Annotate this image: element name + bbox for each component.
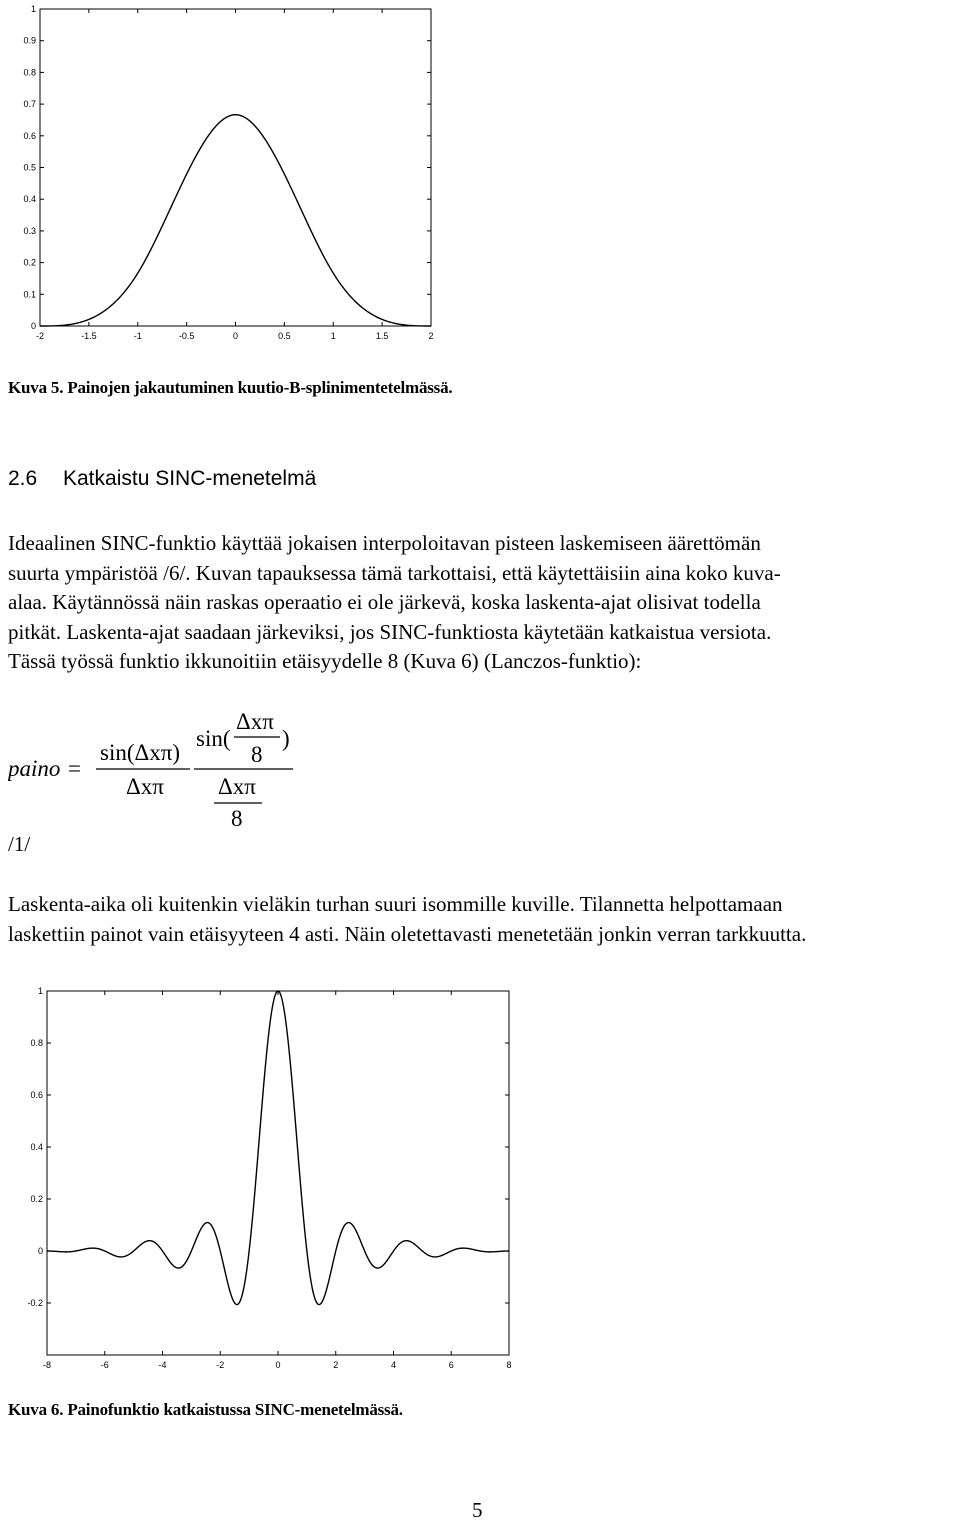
y-tick-label: 0.4 [23,194,36,205]
x-tick-label: -8 [42,1360,52,1370]
text-line: pitkät. Laskenta-ajat saadaan järkeviksi, jos SINC-funktiosta käytetään katkaistua versiota. [8,619,772,644]
section-number: 2.6 [8,467,38,490]
y-tick-label: 0.6 [23,130,36,141]
text-line: Laskenta-aika oli kuitenkin vieläkin turhan suuri isommille kuville. Tilannetta helpottamaan [8,892,783,916]
x-tick-label: 2 [333,1360,339,1370]
formula-inner-close: ) [282,726,290,751]
x-tick-label: -1 [133,331,142,341]
text-line: laskettiin painot vain etäisyyteen 4 asti. Näin oletettavasti menetetään jonkin verran tarkkuutta. [8,921,807,946]
series-line [47,991,509,1305]
formula-num1: sin(Δxπ) [100,740,181,765]
x-tick-label: -1.5 [81,331,97,341]
section-heading [8,467,316,491]
lanczos-formula [8,702,428,832]
formula-equals: = [68,756,81,781]
y-tick-label: 0.4 [30,1142,43,1152]
x-tick-label: 2 [428,331,434,341]
plot-frame [47,991,509,1355]
x-tick-label: 0 [275,1360,281,1370]
y-tick-label: 1 [37,986,43,996]
x-tick-label: 0 [232,331,239,341]
y-tick-label: 0.7 [23,99,36,110]
figure-5-svg [0,0,450,345]
y-tick-label: -0.2 [27,1298,43,1308]
paragraph-1 [8,529,956,677]
y-tick-label: 0.2 [23,257,36,268]
x-tick-label: 4 [390,1360,397,1370]
figure-6-caption: Kuva 6. Painofunktio katkaistussa SINC-menetelmässä. [8,1400,403,1419]
text-line: alaa. Käytännössä näin raskas operaatio ei ole järkevä, koska laskenta-ajat olisivat todella [8,590,761,615]
y-tick-label: 0.9 [23,35,36,46]
x-tick-label: -0.5 [178,331,195,341]
x-tick-label: 8 [506,1360,512,1370]
y-tick-label: 0.3 [23,225,36,236]
formula-den1: Δxπ [126,774,164,799]
x-tick-label: -2 [35,331,45,341]
text-line: suurta ympäristöä /6/. Kuvan tapauksessa tämä tarkottaisi, että käytettäisiin aina koko kuva- [8,560,781,585]
y-tick-label: 0.8 [30,1038,43,1048]
x-tick-label: -4 [158,1360,167,1370]
x-tick-label: 1.5 [375,331,389,341]
x-tick-label: 6 [448,1360,454,1370]
page-number: 5 [472,1498,483,1522]
formula-inner-sin: sin( [196,726,231,751]
x-tick-label: 1 [330,331,336,341]
plot-frame [40,9,431,326]
formula-inner-num: Δxπ [236,709,274,734]
x-tick-label: 0.5 [278,331,291,341]
y-tick-label: 1 [30,4,36,14]
y-tick-label: 0.1 [23,289,36,300]
y-tick-label: 0.5 [23,162,36,173]
x-tick-label: -2 [216,1360,225,1370]
paragraph-2 [8,890,956,949]
formula-den2-den: 8 [231,806,243,831]
y-tick-label: 0.2 [30,1194,43,1204]
series-line [40,115,431,326]
text-line: Tässä työssä funktio ikkunoitiin etäisyydelle 8 (Kuva 6) (Lanczos-funktio): [8,649,642,674]
formula-inner-den: 8 [251,742,263,767]
y-tick-label: 0.6 [30,1090,43,1100]
figure-5-chart [0,0,450,350]
formula-den2-num: Δxπ [218,774,256,799]
y-tick-label: 0 [30,321,36,331]
x-tick-label: -6 [100,1360,109,1370]
text-line: Ideaalinen SINC-funktio käyttää jokaisen interpoloitavan pisteen laskemiseen äärettömän [8,531,761,555]
y-tick-label: 0.8 [23,67,36,78]
figure-6-chart [0,978,530,1383]
figure-5-caption: Kuva 5. Painojen jakautuminen kuutio-B-splinimentetelmässä. [8,378,453,397]
y-tick-label: 0 [37,1246,43,1256]
section-title: Katkaistu SINC-menetelmä [63,467,317,490]
formula-reference: /1/ [8,832,31,856]
formula-lhs: paino [8,756,61,781]
figure-6-svg [0,978,530,1378]
